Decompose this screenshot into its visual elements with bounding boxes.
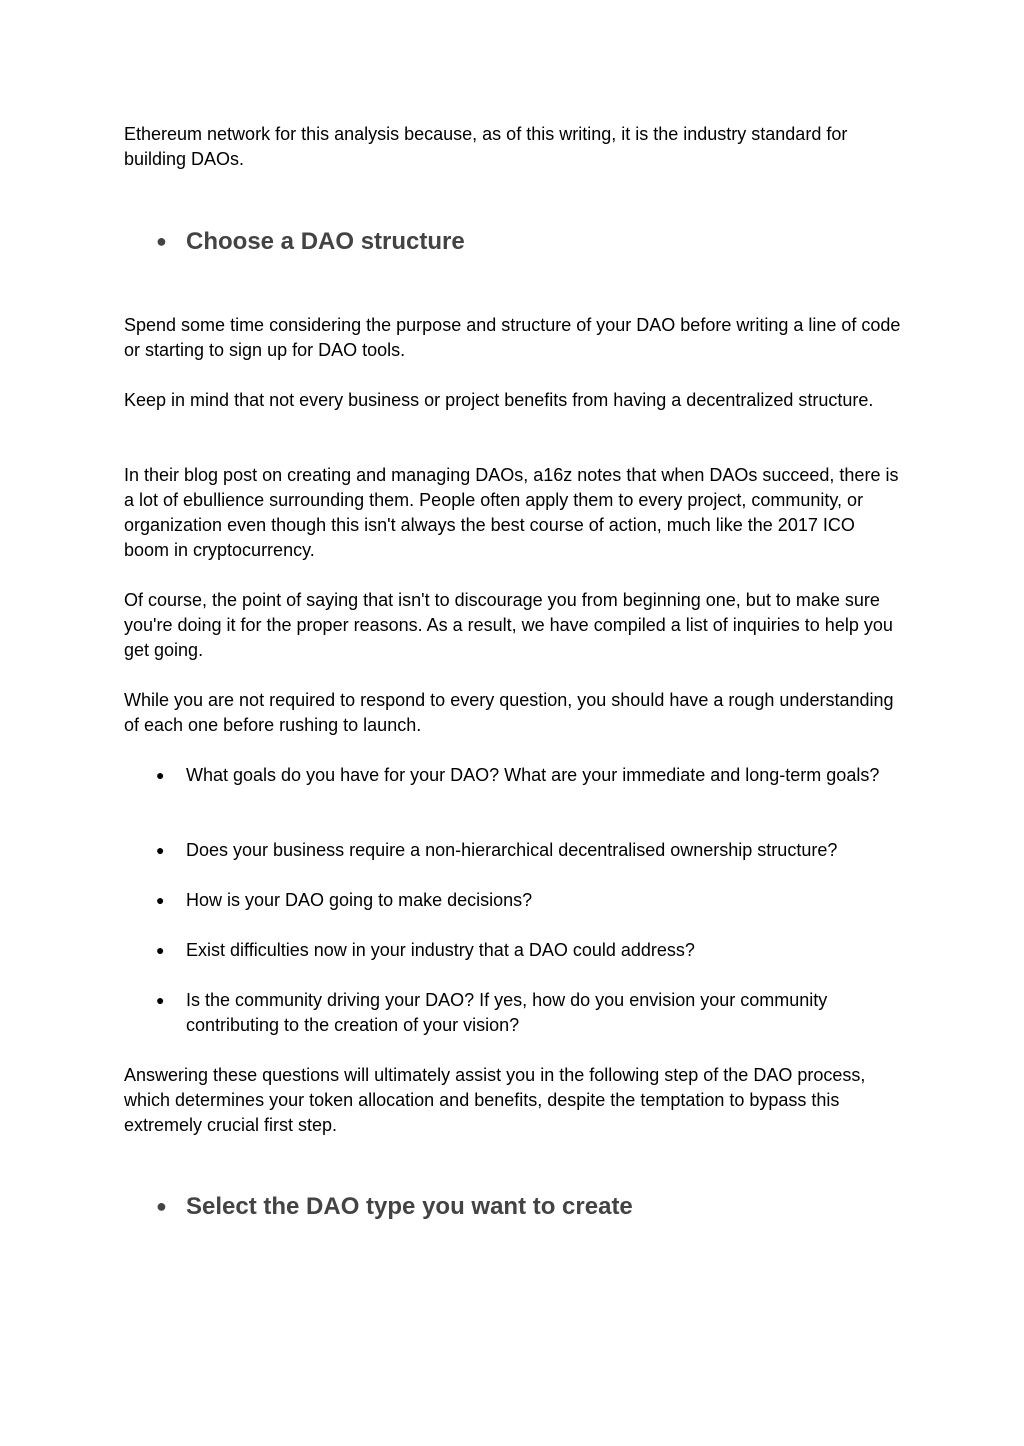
list-item-text: Exist difficulties now in your industry that a DAO could address? <box>186 940 695 960</box>
bullet-icon: ● <box>156 767 165 783</box>
list-item <box>156 838 896 863</box>
list-item-text: How is your DAO going to make decisions? <box>186 890 533 910</box>
list-item <box>156 988 896 1038</box>
paragraph-a16z: In their blog post on creating and managing DAOs, a16z notes that when DAOs succeed, there is a lot of ebullience surrounding them. People often apply them to every project, community, or organization even though this isn't always the best course of action, much like the 2017 ICO boom in cryptocurrency. <box>124 465 899 560</box>
list-item-text: Is the community driving your DAO? If yes, how do you envision your community contributing to the creation of your vision? <box>186 990 828 1035</box>
bullet-icon: ● <box>156 231 167 251</box>
closing-paragraph: Answering these questions will ultimately assist you in the following step of the DAO process, which determines your token allocation and benefits, despite the temptation to bypass this extremely crucial first step. <box>124 1065 866 1135</box>
list-item <box>156 938 896 963</box>
bullet-icon: ● <box>156 842 165 858</box>
paragraph-keep-in-mind: Keep in mind that not every business or project benefits from having a decentralized structure. <box>124 390 874 410</box>
list-item <box>156 763 896 788</box>
paragraph-purpose: Spend some time considering the purpose and structure of your DAO before writing a line of code or starting to sign up for DAO tools. <box>124 315 901 360</box>
paragraph-not-required: While you are not required to respond to every question, you should have a rough understanding of each one before rushing to launch. <box>124 690 894 735</box>
bullet-icon: ● <box>156 892 165 908</box>
list-item <box>156 888 896 913</box>
intro-paragraph: Ethereum network for this analysis because, as of this writing, it is the industry standard for building DAOs. <box>124 124 848 169</box>
bullet-icon: ● <box>156 992 165 1008</box>
section-heading-select-type <box>156 1191 916 1222</box>
section-heading-choose-structure <box>156 226 916 257</box>
paragraph-of-course: Of course, the point of saying that isn't to discourage you from beginning one, but to make sure you're doing it for the proper reasons. As a result, we have compiled a list of inquiries to help you get going. <box>124 590 893 660</box>
list-item-text: What goals do you have for your DAO? What are your immediate and long-term goals? <box>186 765 880 785</box>
bullet-icon: ● <box>156 942 165 958</box>
list-item-text: Does your business require a non-hierarchical decentralised ownership structure? <box>186 840 838 860</box>
section-heading-text: Choose a DAO structure <box>186 228 465 255</box>
section-heading-text: Select the DAO type you want to create <box>186 1193 633 1220</box>
bullet-icon: ● <box>156 1196 167 1216</box>
